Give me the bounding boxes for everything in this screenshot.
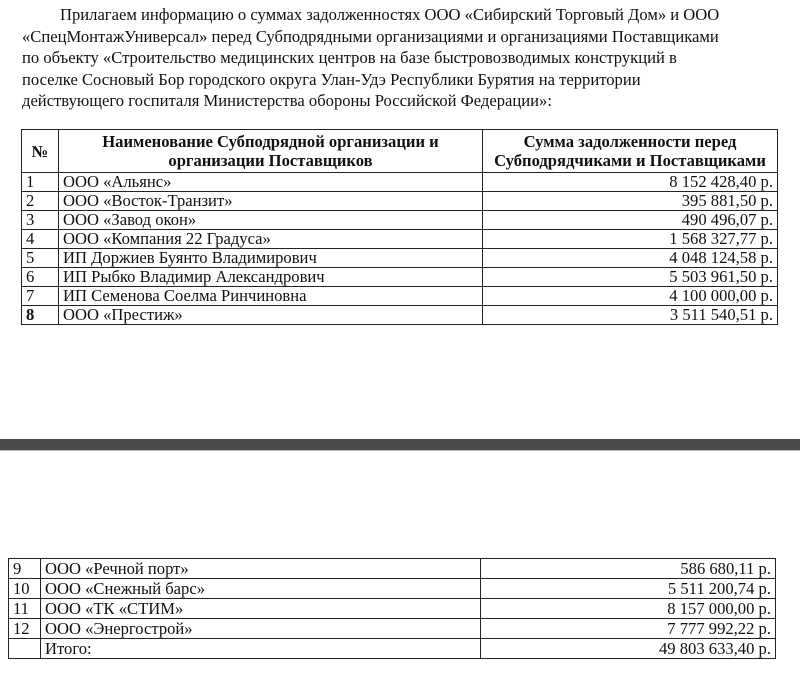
table-row [9, 599, 776, 619]
intro-line: Прилагаем информацию о суммах задолженностях ООО «Сибирский Торговый Дом» и ООО [60, 5, 720, 24]
cell-num: 8 [22, 306, 59, 325]
cell-num: 11 [9, 599, 41, 619]
cell-num: 7 [22, 287, 59, 306]
cell-name: ООО «Завод окон» [59, 211, 483, 230]
cell-num: 9 [9, 559, 41, 579]
table-body-page2 [9, 559, 776, 659]
cell-num: 2 [22, 192, 59, 211]
cell-name: ИП Доржиев Буянто Владимирович [59, 249, 483, 268]
cell-name: ООО «Престиж» [59, 306, 483, 325]
table-row [22, 306, 778, 325]
cell-amount: 49 803 633,40 р. [481, 639, 776, 659]
cell-name: Итого: [41, 639, 481, 659]
table-row [9, 619, 776, 639]
debt-table-page1 [21, 129, 778, 325]
cell-num [9, 639, 41, 659]
intro-line: по объекту «Строительство медицинских центров на базе быстровозводимых конструкций в [22, 48, 677, 67]
cell-amount: 7 777 992,22 р. [481, 619, 776, 639]
cell-amount: 4 100 000,00 р. [483, 287, 778, 306]
cell-name: ООО «Альянс» [59, 173, 483, 192]
table-row [22, 287, 778, 306]
cell-num: 6 [22, 268, 59, 287]
cell-amount: 8 157 000,00 р. [481, 599, 776, 619]
table-row [22, 249, 778, 268]
cell-num: 1 [22, 173, 59, 192]
table-header-row [22, 130, 778, 173]
table-row [22, 211, 778, 230]
cell-amount: 1 568 327,77 р. [483, 230, 778, 249]
header-amount: Сумма задолженности перед Субподрядчиками и Поставщиками [483, 130, 778, 173]
cell-num: 5 [22, 249, 59, 268]
cell-amount: 490 496,07 р. [483, 211, 778, 230]
table-row [22, 230, 778, 249]
intro-line: поселке Сосновый Бор городского округа Улан-Удэ Республики Бурятия на территории [22, 69, 641, 89]
cell-num: 4 [22, 230, 59, 249]
table-row [9, 579, 776, 599]
cell-amount: 5 503 961,50 р. [483, 268, 778, 287]
intro-line: действующего госпиталя Министерства обороны Российской Федерации»: [22, 91, 552, 110]
table-body-page1 [22, 173, 778, 325]
cell-num: 10 [9, 579, 41, 599]
cell-name: ИП Семенова Соелма Ринчиновна [59, 287, 483, 306]
table-row [22, 192, 778, 211]
cell-name: ООО «Энергострой» [41, 619, 481, 639]
page-break [0, 439, 800, 450]
cell-amount: 5 511 200,74 р. [481, 579, 776, 599]
cell-amount: 3 511 540,51 р. [483, 306, 778, 325]
intro-paragraph [22, 4, 778, 112]
cell-num: 3 [22, 211, 59, 230]
header-num: № [22, 130, 59, 173]
header-name: Наименование Субподрядной организации и организации Поставщиков [59, 130, 483, 173]
cell-name: ООО «Восток-Транзит» [59, 192, 483, 211]
cell-amount: 586 680,11 р. [481, 559, 776, 579]
cell-amount: 395 881,50 р. [483, 192, 778, 211]
table-row [9, 639, 776, 659]
cell-name: ООО «Компания 22 Градуса» [59, 230, 483, 249]
debt-table-page2 [8, 558, 776, 659]
intro-line: «СпецМонтажУниверсал» перед Субподрядными организациями и организациями Поставщиками [22, 26, 719, 46]
table-row [9, 559, 776, 579]
cell-name: ООО «Речной порт» [41, 559, 481, 579]
cell-name: ООО «ТК «СТИМ» [41, 599, 481, 619]
cell-name: ООО «Снежный барс» [41, 579, 481, 599]
page-break-edge [0, 450, 800, 451]
table-row [22, 173, 778, 192]
cell-name: ИП Рыбко Владимир Александрович [59, 268, 483, 287]
cell-num: 12 [9, 619, 41, 639]
cell-amount: 4 048 124,58 р. [483, 249, 778, 268]
table-row [22, 268, 778, 287]
cell-amount: 8 152 428,40 р. [483, 173, 778, 192]
